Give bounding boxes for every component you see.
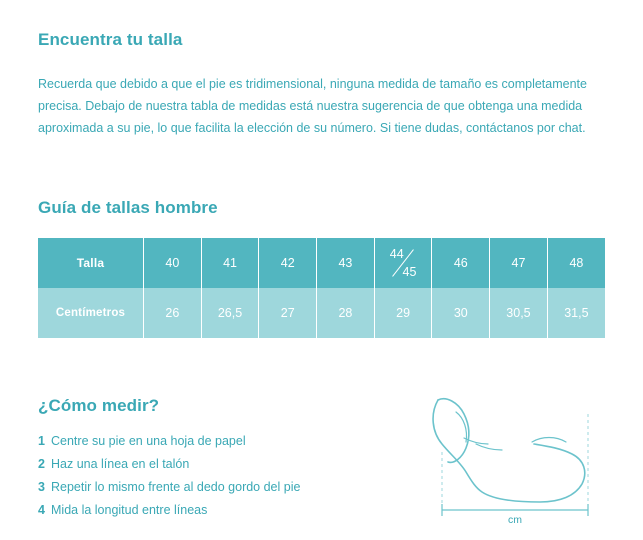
size-cell-46: 46 bbox=[432, 238, 490, 288]
table-row bbox=[38, 288, 605, 338]
foot-measurement-illustration bbox=[420, 392, 610, 527]
table-row-label-talla: Talla bbox=[38, 238, 144, 288]
list-item bbox=[38, 499, 418, 522]
cm-cell-1: 26 bbox=[144, 288, 202, 338]
cm-cell-5: 29 bbox=[374, 288, 432, 338]
size-chart-title: Guía de tallas hombre bbox=[38, 198, 218, 217]
foot-diagram-icon bbox=[420, 392, 610, 527]
intro-paragraph: Recuerda que debido a que el pie es tridimensional, ninguna medida de tamaño es completamente precisa. Debajo de nuestra tabla de medidas está nuestra sugerencia de que obtenga una medida aproximada a su pie, lo que facilita la elección de su número. Si tiene dudas, contáctanos por chat. bbox=[38, 76, 587, 135]
cm-cell-3: 27 bbox=[259, 288, 317, 338]
step-number: 4 bbox=[38, 503, 45, 517]
cm-cell-6: 30 bbox=[432, 288, 490, 338]
size-cell-40: 40 bbox=[144, 238, 202, 288]
cm-cell-7: 30,5 bbox=[490, 288, 548, 338]
size-cell-48: 48 bbox=[547, 238, 605, 288]
size-cell-45-label: 45 bbox=[402, 265, 417, 279]
size-cell-44-label: 44 bbox=[389, 247, 404, 261]
cm-cell-4: 28 bbox=[317, 288, 375, 338]
step-number: 3 bbox=[38, 480, 45, 494]
measure-steps-list bbox=[38, 430, 418, 522]
size-cell-41: 41 bbox=[201, 238, 259, 288]
size-cell-44-45 bbox=[374, 238, 432, 288]
size-chart-table bbox=[38, 238, 605, 338]
step-text: Centre su pie en una hoja de papel bbox=[51, 434, 246, 448]
list-item bbox=[38, 476, 418, 499]
list-item bbox=[38, 430, 418, 453]
size-cell-42: 42 bbox=[259, 238, 317, 288]
table-row bbox=[38, 238, 605, 288]
cm-cell-8: 31,5 bbox=[547, 288, 605, 338]
step-number: 2 bbox=[38, 457, 45, 471]
size-cell-43: 43 bbox=[317, 238, 375, 288]
page-title: Encuentra tu talla bbox=[38, 30, 183, 49]
how-to-measure-title: ¿Cómo medir? bbox=[38, 396, 160, 415]
size-cell-47: 47 bbox=[490, 238, 548, 288]
cm-cell-2: 26,5 bbox=[201, 288, 259, 338]
step-text: Haz una línea en el talón bbox=[51, 457, 190, 471]
step-number: 1 bbox=[38, 434, 45, 448]
list-item bbox=[38, 453, 418, 476]
table-row-label-centimetros: Centímetros bbox=[38, 288, 144, 338]
step-text: Repetir lo mismo frente al dedo gordo del pie bbox=[51, 480, 301, 494]
step-text: Mida la longitud entre líneas bbox=[51, 503, 208, 517]
measurement-unit-label: cm bbox=[508, 514, 522, 526]
